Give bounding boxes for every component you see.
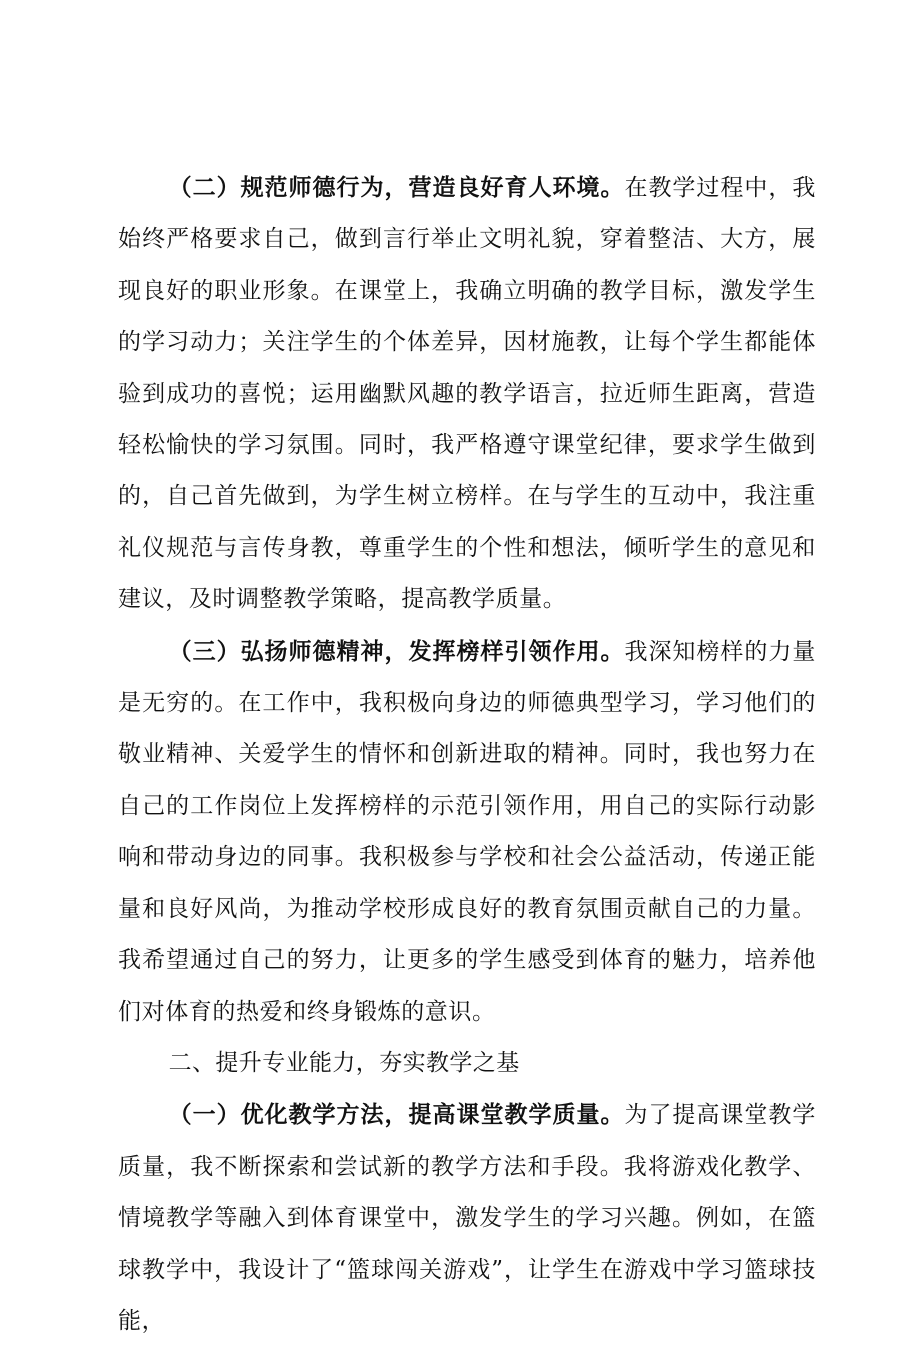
paragraph-lead: （三）弘扬师德精神，发挥榜样引领作用。: [168, 637, 625, 665]
paragraph-body: 我深知榜样的力量是无穷的。在工作中，我积极向身边的师德典型学习，学习他们的敬业精神、关爱学生的情怀和创新进取的精神。同时，我也努力在自己的工作岗位上发挥榜样的示范引领作用，用自己的实际行动影响和带动身边的同事。我积极参与学校和社会公益活动，传递正能量和良好风尚，为推动学校形成良好的教育氛围贡献自己的力量。我希望通过自己的努力，让更多的学生感受到体育的魅力，培养他们对体育的热爱和终身锻炼的意识。: [118, 638, 816, 1025]
paragraph-role-model: [118, 626, 816, 1038]
section-heading: 二、提升专业能力，夯实教学之基: [168, 1049, 520, 1076]
paragraph-lead: （一）优化教学方法，提高课堂教学质量。: [168, 1101, 625, 1129]
paragraph-teaching-methods: [118, 1089, 816, 1347]
document-page: [118, 162, 816, 1347]
paragraph-body: 为了提高课堂教学质量，我不断探索和尝试新的教学方法和手段。我将游戏化教学、情境教学等融入到体育课堂中，激发学生的学习兴趣。例如，在篮球教学中，我设计了“篮球闯关游戏”，让学生在游戏中学习篮球技能，: [118, 1102, 816, 1334]
paragraph-body: 在教学过程中，我始终严格要求自己，做到言行举止文明礼貌，穿着整洁、大方，展现良好的职业形象。在课堂上，我确立明确的教学目标，激发学生的学习动力；关注学生的个体差异，因材施教，让每个学生都能体验到成功的喜悦；运用幽默风趣的教学语言，拉近师生距离，营造轻松愉快的学习氛围。同时，我严格遵守课堂纪律，要求学生做到的，自己首先做到，为学生树立榜样。在与学生的互动中，我注重礼仪规范与言传身教，尊重学生的个性和想法，倾听学生的意见和建议，及时调整教学策略，提高教学质量。: [118, 175, 816, 613]
paragraph-lead: （二）规范师德行为，营造良好育人环境。: [168, 174, 625, 201]
paragraph-teacher-conduct: [118, 162, 816, 626]
